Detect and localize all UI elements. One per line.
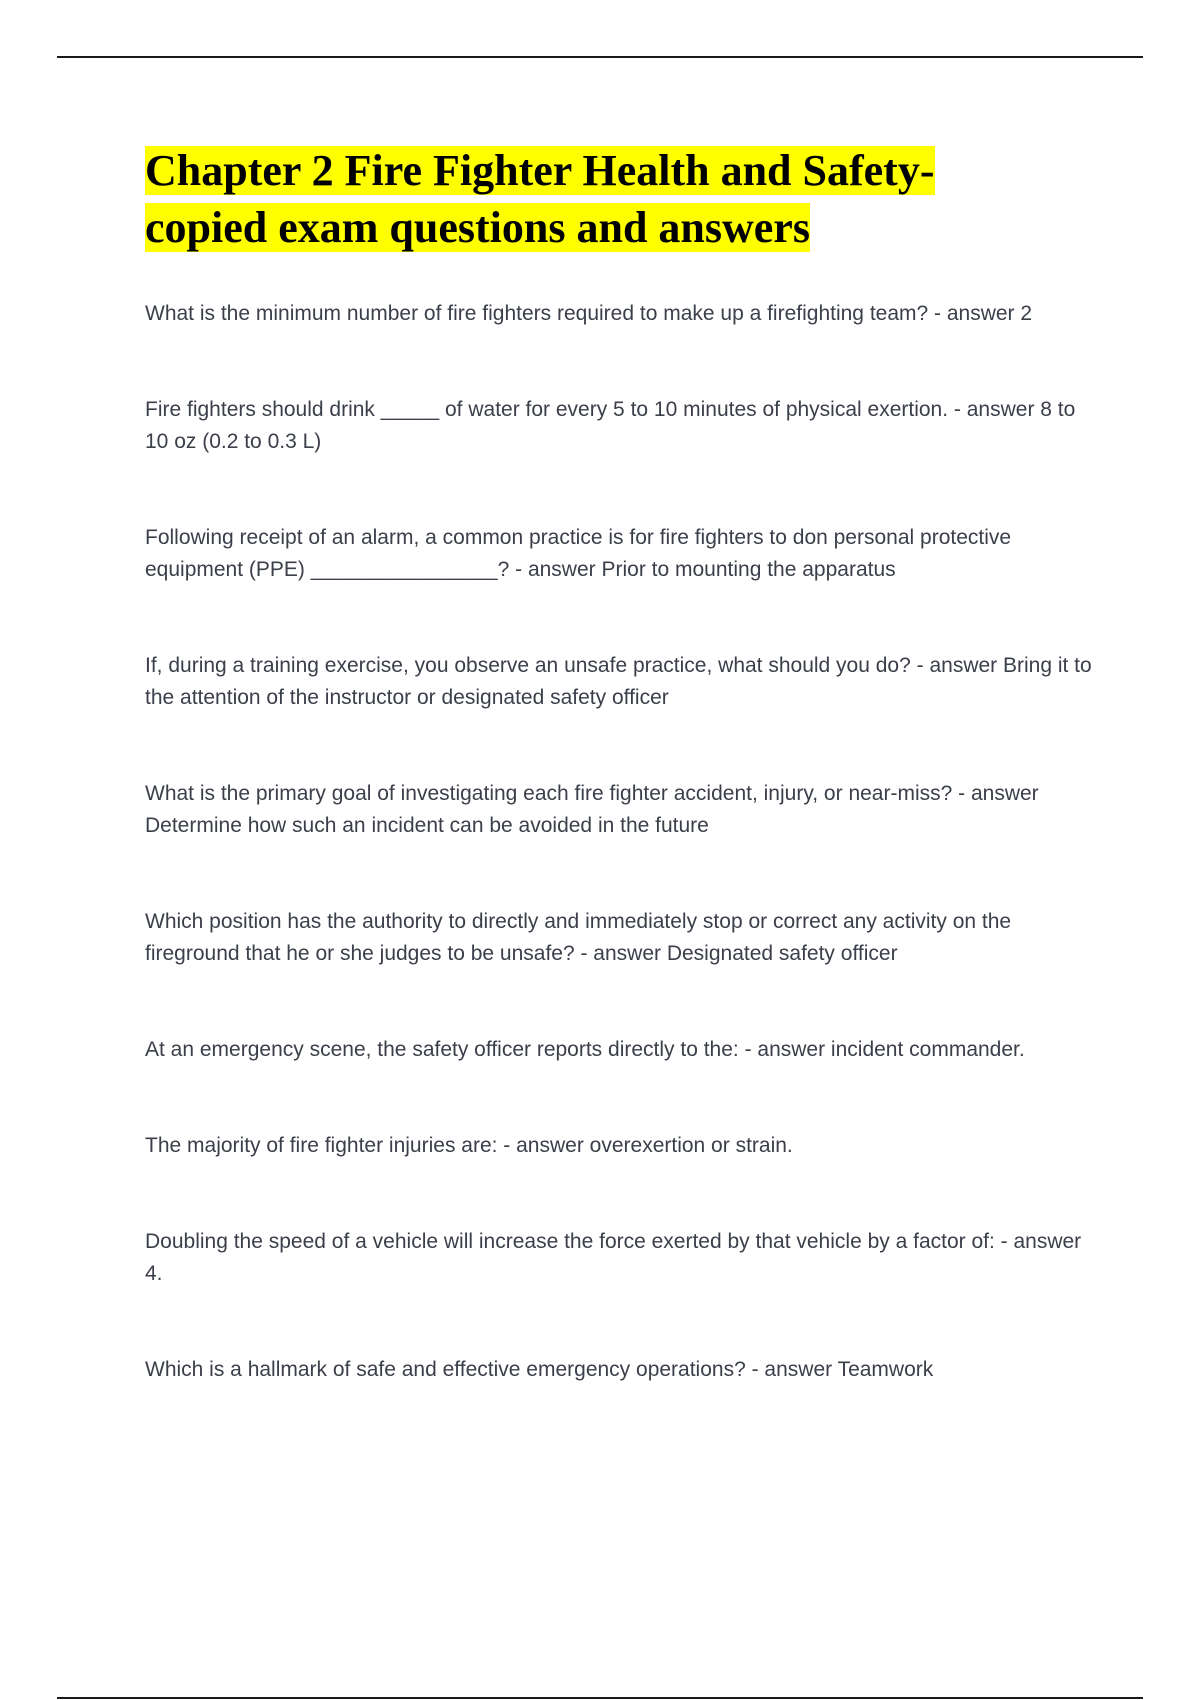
document-body [145,142,1095,1450]
question-answer-item: Fire fighters should drink _____ of water for every 5 to 10 minutes of physical exertion. - answer 8 to 10 oz (0.2 to 0.3 L) [145,398,1076,453]
question-answer-item: Following receipt of an alarm, a common practice is for fire fighters to don personal protective equipment (PPE) ________________? - answer Prior to mounting the apparatus [145,526,1012,581]
question-answer-item: Which is a hallmark of safe and effective emergency operations? - answer Teamwork [145,1358,934,1381]
top-divider [57,56,1143,58]
title-line-2: copied exam questions and answers [145,203,810,252]
question-answer-item: The majority of fire fighter injuries are: - answer overexertion or strain. [145,1134,793,1157]
title-line-1: Chapter 2 Fire Fighter Health and Safety- [145,146,935,195]
question-answer-item: At an emergency scene, the safety officer reports directly to the: - answer incident commander. [145,1038,1025,1061]
question-answer-item: Doubling the speed of a vehicle will increase the force exerted by that vehicle by a factor of: - answer 4. [145,1230,1082,1285]
question-answer-item: Which position has the authority to directly and immediately stop or correct any activity on the fireground that he or she judges to be unsafe? - answer Designated safety officer [145,910,1012,965]
document-title [145,142,1095,256]
question-answer-item: If, during a training exercise, you observe an unsafe practice, what should you do? - answer Bring it to the attention of the instructor or designated safety officer [145,654,1092,709]
question-answer-item: What is the primary goal of investigating each fire fighter accident, injury, or near-miss? - answer Determine how such an incident can be avoided in the future [145,782,1039,837]
question-list [145,298,1095,1386]
bottom-divider [57,1697,1143,1699]
question-answer-item: What is the minimum number of fire fighters required to make up a firefighting team? - answer 2 [145,302,1033,325]
